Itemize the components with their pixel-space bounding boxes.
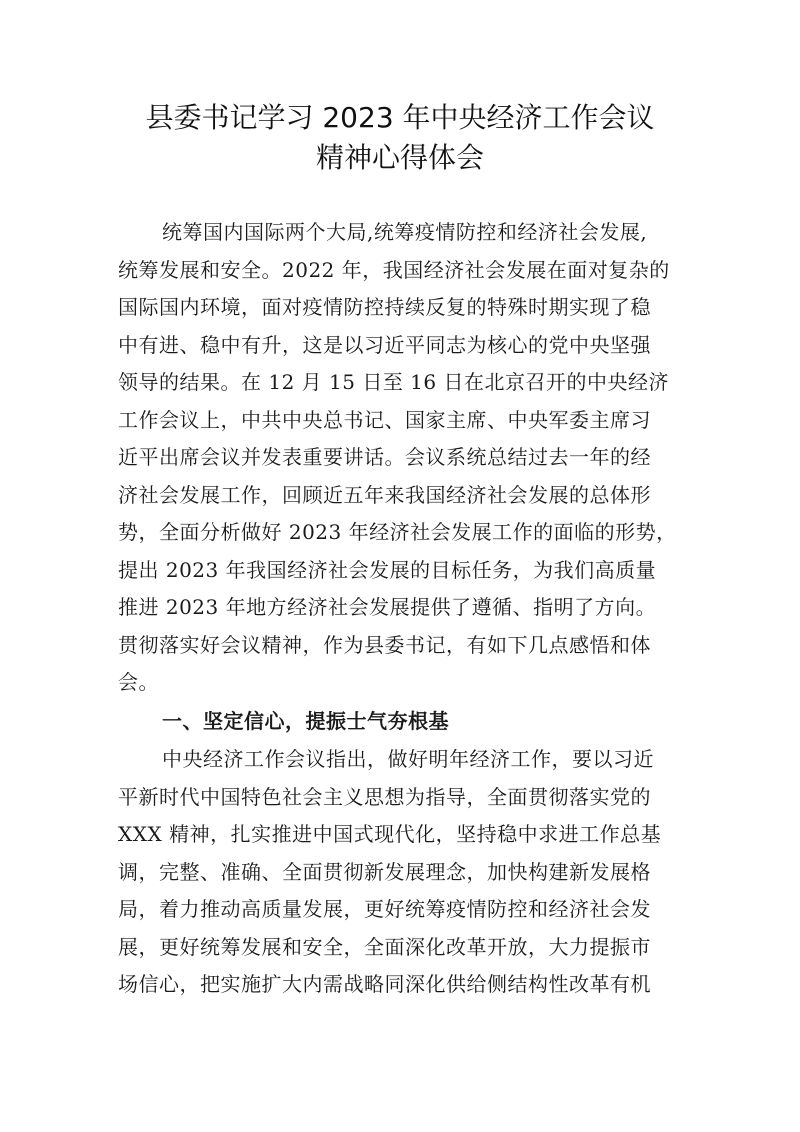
paragraph-line: 中有进、稳中有升，这是以习近平同志为核心的党中央坚强 xyxy=(118,332,651,357)
paragraph-intro xyxy=(118,214,688,702)
paragraph-line: XXX 精神，扎实推进中国式现代化，坚持稳中求进工作总基 xyxy=(118,822,662,846)
paragraph-section-1 xyxy=(118,741,688,1004)
paragraph-line: 局，着力推动高质量发展，更好统筹疫情防控和经济社会发 xyxy=(118,897,651,921)
paragraph-line: 平新时代中国特色社会主义思想为指导，全面贯彻落实党的 xyxy=(118,784,651,809)
paragraph-line: 统筹发展和安全。2022 年，我国经济社会发展在面对复杂的 xyxy=(118,257,670,282)
paragraph-line: 贯彻落实好会议精神，作为县委书记，有如下几点感悟和体 xyxy=(118,632,651,657)
paragraph-line: 国际国内环境，面对疫情防控持续反复的特殊时期实现了稳 xyxy=(118,295,651,319)
paragraph-line: 场信心，把实施扩大内需战略同深化供给侧结构性改革有机 xyxy=(118,972,651,996)
document-title-line-2: 精神心得体会 xyxy=(315,141,484,174)
paragraph-line: 中央经济工作会议指出，做好明年经济工作，要以习近 xyxy=(162,747,654,771)
section-heading-text: 一、坚定信心，提振士气夯根基 xyxy=(162,709,449,733)
paragraph-line: 近平出席会议并发表重要讲话。会议系统总结过去一年的经 xyxy=(118,445,651,469)
paragraph-line: 展，更好统筹发展和安全，全面深化改革开放，大力提振市 xyxy=(118,934,651,959)
paragraph-line: 统筹国内国际两个大局,统筹疫情防控和经济社会发展, xyxy=(162,220,648,244)
paragraph-line: 提出 2023 年我国经济社会发展的目标任务，为我们高质量 xyxy=(118,557,657,582)
paragraph-line: 调，完整、准确、全面贯彻新发展理念，加快构建新发展格 xyxy=(118,859,651,884)
document-title-line-1: 县委书记学习 2023 年中央经济工作会议 xyxy=(145,101,655,134)
paragraph-line: 势，全面分析做好 2023 年经济社会发展工作的面临的形势， xyxy=(118,520,677,544)
paragraph-line: 济社会发展工作，回顾近五年来我国经济社会发展的总体形 xyxy=(118,482,651,507)
paragraph-line: 工作会议上，中共中央总书记、国家主席、中央军委主席习 xyxy=(118,407,651,432)
paragraph-line: 会。 xyxy=(118,670,159,694)
paragraph-line: 领导的结果。在 12 月 15 日至 16 日在北京召开的中央经济 xyxy=(118,370,669,394)
section-heading-1 xyxy=(118,703,688,741)
paragraph-line: 推进 2023 年地方经济社会发展提供了遵循、指明了方向。 xyxy=(118,595,657,619)
